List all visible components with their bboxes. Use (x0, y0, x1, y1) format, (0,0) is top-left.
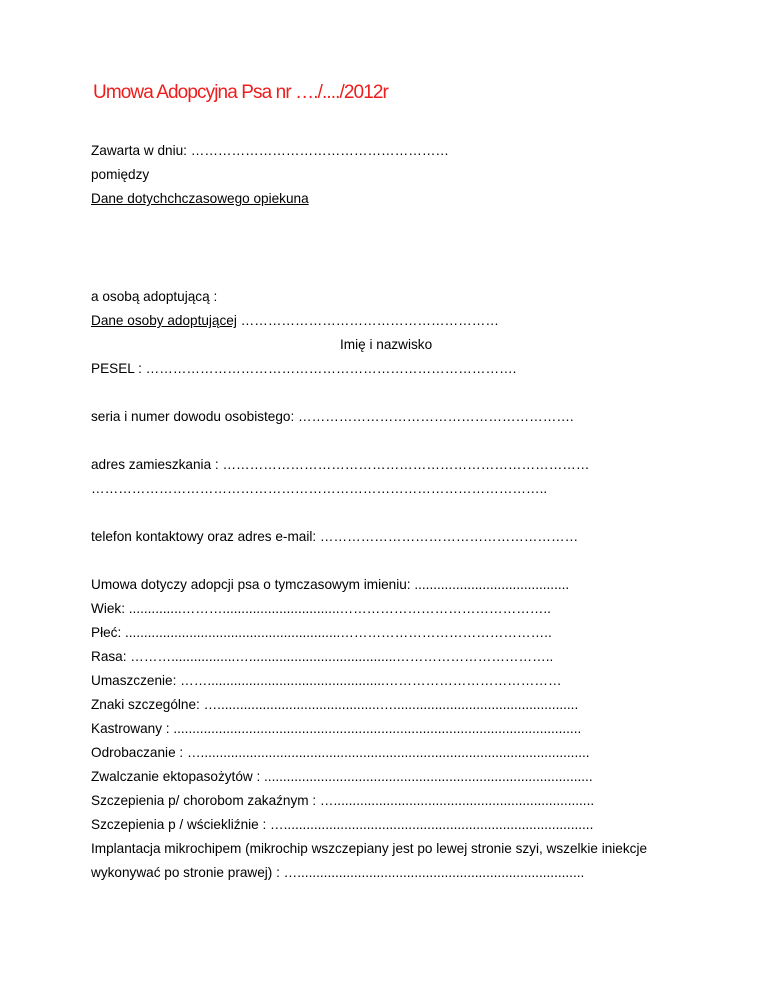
adopter-label: Dane osoby adoptującej (91, 313, 237, 328)
name-caption: Imię i nazwisko (340, 337, 433, 352)
current-guardian-label: Dane dotychchczasowego opiekuna (91, 191, 309, 206)
deworming-line: Odrobaczanie : …....................................................................................................... (91, 745, 590, 760)
adopter-dots: ………………………………………………… (236, 313, 499, 328)
document-title: Umowa Adopcyjna Psa nr …./..../2012r (93, 82, 388, 103)
vaccination-rabies-line: Szczepienia p / wściekliźnie : ….................................................................................. (91, 817, 594, 832)
ectoparasites-line: Zwalczanie ektopasożytów : ....................................................................................... (91, 769, 593, 784)
marks-line: Znaki szczególne: …...........................................…................................................. (91, 697, 579, 712)
pesel-line: PESEL : ………………………………………………………………………. (91, 361, 517, 376)
microchip-line-2: wykonywać po stronie prawej) : …............................................................................ (91, 865, 585, 880)
microchip-line-1: Implantacja mikrochipem (mikrochip wszczepiany jest po lewej stronie szyi, wszelkie iniekcje (91, 841, 648, 856)
id-card-line: seria i numer dowodu osobistego: ……………………………………………………. (91, 409, 574, 424)
breed-line: Rasa: ……….................….......................................…………………………….. (91, 649, 554, 664)
vaccination-infectious-line: Szczepienia p/ chorobom zakaźnym : …..................................................................... (91, 793, 595, 808)
address-line-1: adres zamieszkania : ……………………………………………………………………… (91, 457, 590, 472)
neutered-line: Kastrowany : ............................................................................................................ (91, 721, 582, 736)
age-line: Wiek: ..............………...............................……………………………………….. (91, 601, 551, 616)
address-line-2: ……………………………………………………………………………………….. (91, 481, 548, 496)
coat-line: Umaszczenie: ……...............................................………………………………… (91, 673, 562, 688)
concluded-on-line: Zawarta w dniu: ………………………………………………… (91, 143, 450, 158)
adopter-line (91, 313, 499, 329)
contact-line: telefon kontaktowy oraz adres e-mail: ………………………………………………… (91, 529, 579, 544)
sex-line: Płeć: .........................................................……………………………………….. (91, 625, 552, 640)
agreement-line: Umowa dotyczy adopcji psa o tymczasowym imieniu: ......................................... (91, 577, 570, 592)
adopter-intro: a osobą adoptującą : (91, 289, 218, 304)
between-line: pomiędzy (91, 167, 150, 182)
